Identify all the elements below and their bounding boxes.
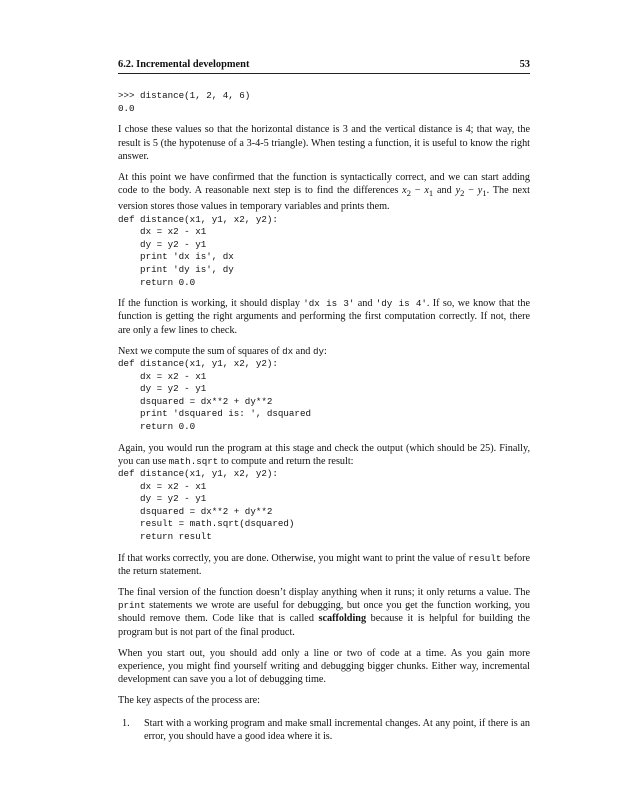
code-block-result: def distance(x1, y1, x2, y2): dx = x2 - x1 dy = y2 - y1 dsquared = dx**2 + dy**2 result = math.sqrt(dsquared) return result [118, 467, 295, 542]
code-block-interactive: >>> distance(1, 2, 4, 6) 0.0 [118, 90, 251, 114]
paragraph-works-correctly: If that works correctly, you are done. Otherwise, you might want to print the value of result before the return statement. [118, 552, 530, 577]
paragraph-test-values: I chose these values so that the horizontal distance is 3 and the vertical distance is 4; that way, the result is 5 (the hypotenuse of a 3-4-5 triangle). When testing a function, it is useful to know the right answer. [118, 124, 530, 162]
paragraph-function-working: If the function is working, it should display 'dx is 3' and 'dy is 4'. If so, we know that the function is getting the right arguments and performing the first computation correctly. If not, there are only a few lines to check. [118, 298, 530, 336]
page-number: 53 [519, 59, 530, 70]
running-header [118, 58, 530, 74]
paragraph-key-aspects: The key aspects of the process are: [118, 695, 260, 707]
paragraph-scaffolding: The final version of the function doesn’t display anything when it runs; it only returns a value. The print statements we wrote are useful for debugging, but once you get the function working, you should remove them. Code like that is called scaffolding because it is helpful for building the program but is not part of the final product. [118, 586, 530, 638]
paragraph-sum-of-squares: Next we compute the sum of squares of dx and dy: [118, 345, 327, 357]
code-block-dsquared: def distance(x1, y1, x2, y2): dx = x2 - x1 dy = y2 - y1 dsquared = dx**2 + dy**2 print 'dsquared is: ', dsquared return 0.0 [118, 358, 311, 432]
section-title: 6.2. Incremental development [118, 59, 250, 70]
list-item [118, 717, 530, 743]
paragraph-start-out: When you start out, you should add only a line or two of code at a time. As you gain more experience, you might find yourself writing and debugging bigger chunks. Either way, incremental development can save you a lot of debugging time. [118, 647, 530, 686]
code-block-differences: def distance(x1, y1, x2, y2): dx = x2 - x1 dy = y2 - y1 print 'dx is', dx print 'dy is', dy return 0.0 [118, 213, 278, 288]
list-item-number: 1. [122, 717, 130, 729]
paragraph-next-step: At this point we have confirmed that the function is syntactically correct, and we can start adding code to the body. A reasonable next step is to find the differences $x_2 - x_1$ and $y_2 - y_1$. The next version stores those values in temporary variables and prints them. [118, 172, 531, 213]
page [118, 58, 530, 743]
list-item-text: Start with a working program and make small incremental changes. At any point, if there is an error, you should have a good idea where it is. [144, 717, 530, 742]
paragraph-run-program: Again, you would run the program at this stage and check the output (which should be 25). Finally, you can use math.sqrt to compute and return the result: [118, 442, 530, 467]
